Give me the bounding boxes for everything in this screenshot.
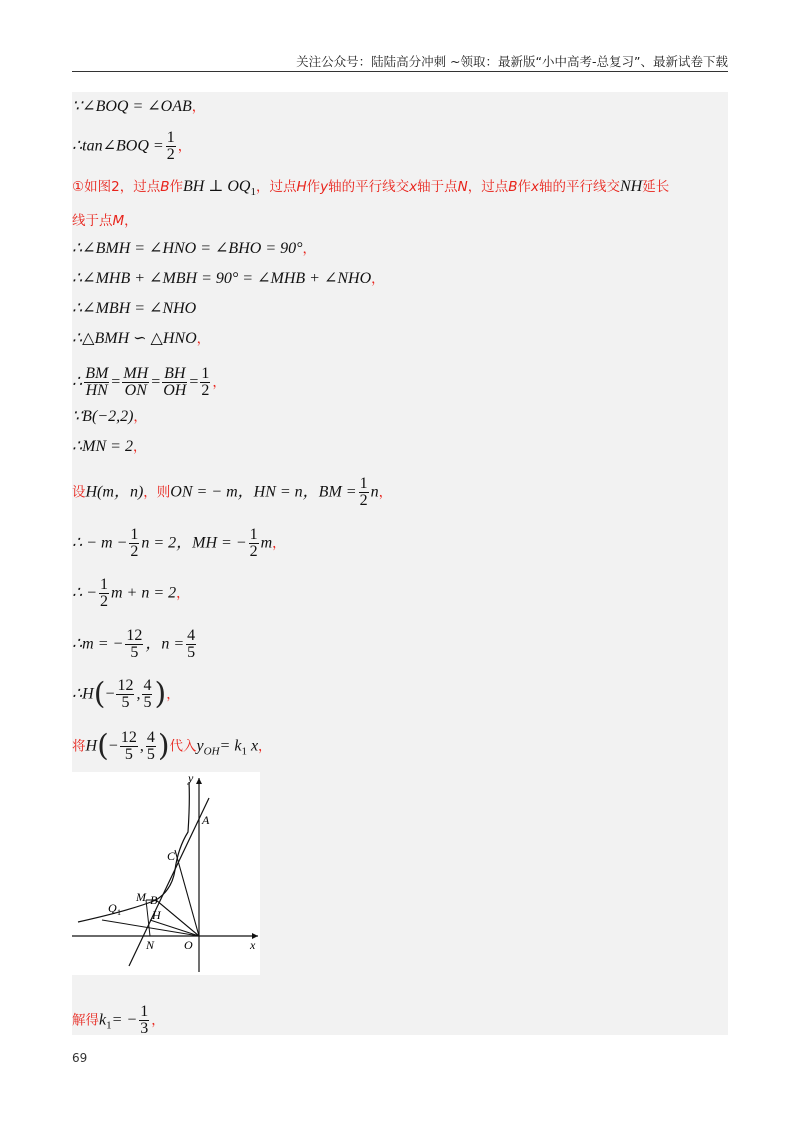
label-y: y [188,772,194,785]
label-x: x [250,938,256,952]
label-m: M [136,890,146,904]
fraction: $\frac{1}{2}$ [166,129,175,163]
page-number: 69 [72,1051,88,1065]
fraction: $\frac{4}{5}$ [187,627,196,661]
page-header: 关注公众号：陆陆高分冲刺 ~领取：最新版“小中高考-总复习”、最新试卷下载 [296,54,728,69]
figure-svg [72,772,260,975]
fraction: $\frac{1}{2}$ [249,526,258,560]
segment-ho [150,920,199,936]
line-1: ∵∠BOQ = ∠OAB， [72,98,206,115]
segment-co [175,850,199,936]
label-h: H [152,908,161,922]
line-11: 设H(m，n)，则ON = − m，HN = n，BM = $\frac{1}{2}$ n， [72,475,393,509]
label-o: O [184,938,193,952]
label-n: N [146,938,155,952]
header-rule [72,71,728,72]
fraction: $\frac{4}{5}$ [143,677,152,711]
fraction: $\frac{1}{2}$ [359,475,368,509]
line-10: ∴MN = 2， [72,438,147,455]
segment-q1o [102,920,199,936]
fraction: $\frac{1}{3}$ [140,1003,149,1037]
fraction: $\frac{12}{5}$ [120,729,137,763]
label-q1: Q [108,901,117,915]
line-3: ①如图2，过点B作BH ⊥ $OQ_1$，过点H作y轴的平行线交x轴于点N，过点B作x轴的平行线交NH延长 [72,178,670,198]
fraction: $\frac{1}{2}$ [201,365,210,399]
fraction: $\frac{1}{2}$ [99,576,108,610]
line-4: ∴∠BMH = ∠HNO = ∠BHO = 90°， [72,240,317,257]
line-14: ∴m = − $\frac{12}{5}$ ，n = $\frac{4}{5}$ [72,627,196,661]
line-12: ∴ − m − $\frac{1}{2}$ n = 2，MH = − $\frac{1}{2}$ m， [72,526,286,560]
label-a: A [202,813,210,827]
fraction: $\frac{BM}{HN}$ [85,365,109,399]
line-16: 将H(− $\frac{12}{5}$ , $\frac{4}{5}$ )代入$y_{OH}= k_1$ x， [72,728,272,764]
fraction: $\frac{1}{2}$ [130,526,139,560]
label-q1-sub: 1 [117,908,121,917]
segment-bh [156,900,199,936]
line-2: ∴tan∠BOQ = $\frac{1}{2}$ ， [72,129,192,163]
line-5: ∴∠MHB + ∠MBH = 90° = ∠MHB + ∠NHO， [72,270,385,287]
label-b: B [150,893,158,907]
line-15: ∴H(− $\frac{12}{5}$ , $\frac{4}{5}$ )， [72,676,180,712]
label-c: C [167,849,176,863]
fraction: $\frac{12}{5}$ [126,627,143,661]
fraction: $\frac{12}{5}$ [117,677,134,711]
y-axis-arrow [196,778,202,784]
line-ac [129,798,209,966]
line-17: 解得$k_1=$ − $\frac{1}{3}$ ， [72,1003,165,1037]
line-6: ∴∠MBH = ∠NHO [72,300,197,317]
line-13: ∴ − $\frac{1}{2}$ m + n = 2， [72,576,190,610]
fraction: $\frac{BH}{OH}$ [163,365,187,399]
fraction: $\frac{4}{5}$ [146,729,155,763]
geometry-figure [72,772,260,975]
line-7: ∴△BMH ∽ △HNO， [72,330,211,347]
line-8: ∴ $\frac{BM}{HN}$ = $\frac{MH}{ON}$ = $\frac{BH}{OH}$ = $\frac{1}{2}$ ， [72,365,226,399]
fraction: $\frac{MH}{ON}$ [123,365,149,399]
line-9: ∵B(−2,2)， [72,408,147,425]
line-3b: 线于点M， [72,213,138,229]
